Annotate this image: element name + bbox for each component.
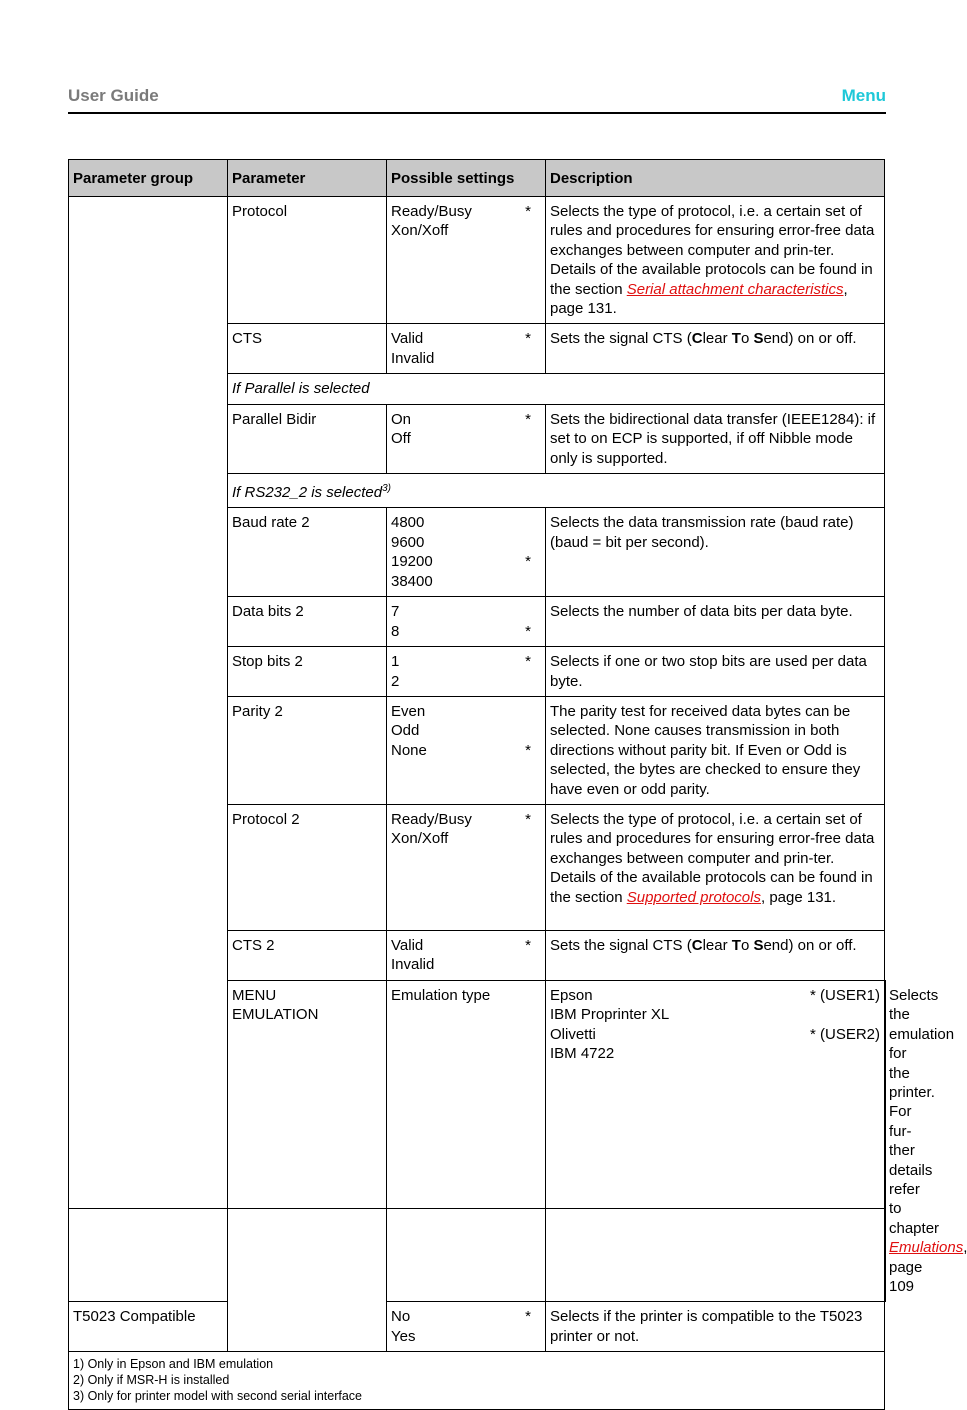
footer-rule xyxy=(68,1208,886,1209)
column-header: Possible settings xyxy=(387,160,546,197)
parameter-name: Protocol 2 xyxy=(228,804,387,930)
header-doc-title: User Guide xyxy=(68,86,159,105)
description: The parity test for received data bytes can be selected. None causes transmission in both directions without parity bit. If Even or Odd is selected, the bytes are checked to ensure they have even or odd parity. xyxy=(546,696,885,804)
description: Selects the data transmission rate (baud rate) (baud = bit per second). xyxy=(546,508,885,597)
description: Selects the emulation for the printer. For fur-ther details refer to chapter Emulations, page 109 xyxy=(885,980,886,1302)
parameter-name: Baud rate 2 xyxy=(228,508,387,597)
parameter-name: CTS 2 xyxy=(228,930,387,980)
possible-settings: 7 8 * xyxy=(387,597,546,647)
description: Selects the type of protocol, i.e. a certain set of rules and procedures for ensuring error-free data exchanges between computer and prin-ter. Details of the available protocols can be found in the section Supported protocols, page 131. xyxy=(546,804,885,930)
parameter-group: MENU EMULATION xyxy=(228,980,387,1352)
possible-settings: Ready/Busy * Xon/Xoff xyxy=(387,804,546,930)
description: Sets the signal CTS (Clear To Send) on or off. xyxy=(546,930,885,980)
description: Selects if the printer is compatible to the T5023 printer or not. xyxy=(546,1302,885,1352)
condition-text: If Parallel is selected xyxy=(228,374,885,404)
possible-settings: Valid * Invalid xyxy=(387,324,546,374)
footnote: 2) Only if MSR-H is installed xyxy=(73,1373,230,1388)
possible-settings: Ready/Busy * Xon/Xoff xyxy=(387,197,546,324)
condition-text: If RS232_2 is selected$^{3)}$ xyxy=(228,474,885,508)
footnote: 3) Only for printer model with second serial interface xyxy=(73,1389,363,1404)
header-rule xyxy=(68,112,886,114)
footnotes-row xyxy=(69,1352,886,1410)
description: Sets the bidirectional data transfer (IEEE1284): if set to on ECP is supported, if off Nibble mode only is supported. xyxy=(546,404,885,473)
header-section-title: Menu xyxy=(841,86,886,105)
column-header: Parameter xyxy=(228,160,387,197)
description: Selects if one or two stop bits are used per data byte. xyxy=(546,647,885,697)
parameter-name: Emulation type xyxy=(387,980,546,1302)
possible-settings: 1 * 2 xyxy=(387,647,546,697)
table-header-row xyxy=(69,160,886,197)
serial-attachment-link[interactable]: Serial attachment characteristics xyxy=(626,280,844,298)
parameter-name: Protocol xyxy=(228,197,387,324)
description: Selects the number of data bits per data byte. xyxy=(546,597,885,647)
possible-settings: Even Odd None * xyxy=(387,696,546,804)
emulations-link[interactable]: Emulations xyxy=(889,1239,964,1257)
parameter-table xyxy=(68,159,967,1410)
footnotes xyxy=(69,1352,885,1410)
parameter-group-cell-empty xyxy=(69,197,228,1302)
description: Selects the type of protocol, i.e. a certain set of rules and procedures for ensuring error-free data exchanges between computer and prin-ter. Details of the available protocols can be found in the section Serial attachment characteristics, page 131. xyxy=(546,197,885,324)
table-row xyxy=(69,1302,886,1352)
footnote: 1) Only in Epson and IBM emulation xyxy=(73,1357,274,1372)
possible-settings: 4800 9600 19200 * 38400 xyxy=(387,508,546,597)
parameter-name: Parity 2 xyxy=(228,696,387,804)
possible-settings: Epson * (USER1) IBM Proprinter XL Olivetti * (USER2) IBM 4722 xyxy=(546,980,885,1302)
column-header: Description xyxy=(546,160,885,197)
parameter-name: CTS xyxy=(228,324,387,374)
parameter-name: Stop bits 2 xyxy=(228,647,387,697)
possible-settings: No * Yes xyxy=(387,1302,546,1352)
column-header: Parameter group xyxy=(69,160,228,197)
parameter-name: Data bits 2 xyxy=(228,597,387,647)
supported-protocols-link[interactable]: Supported protocols xyxy=(626,888,761,906)
possible-settings: On * Off xyxy=(387,404,546,473)
possible-settings: Valid * Invalid xyxy=(387,930,546,980)
table-row xyxy=(69,197,886,324)
parameter-name: Parallel Bidir xyxy=(228,404,387,473)
parameter-name: T5023 Compatible xyxy=(69,1302,228,1352)
description: Sets the signal CTS (Clear To Send) on or off. xyxy=(546,324,885,374)
